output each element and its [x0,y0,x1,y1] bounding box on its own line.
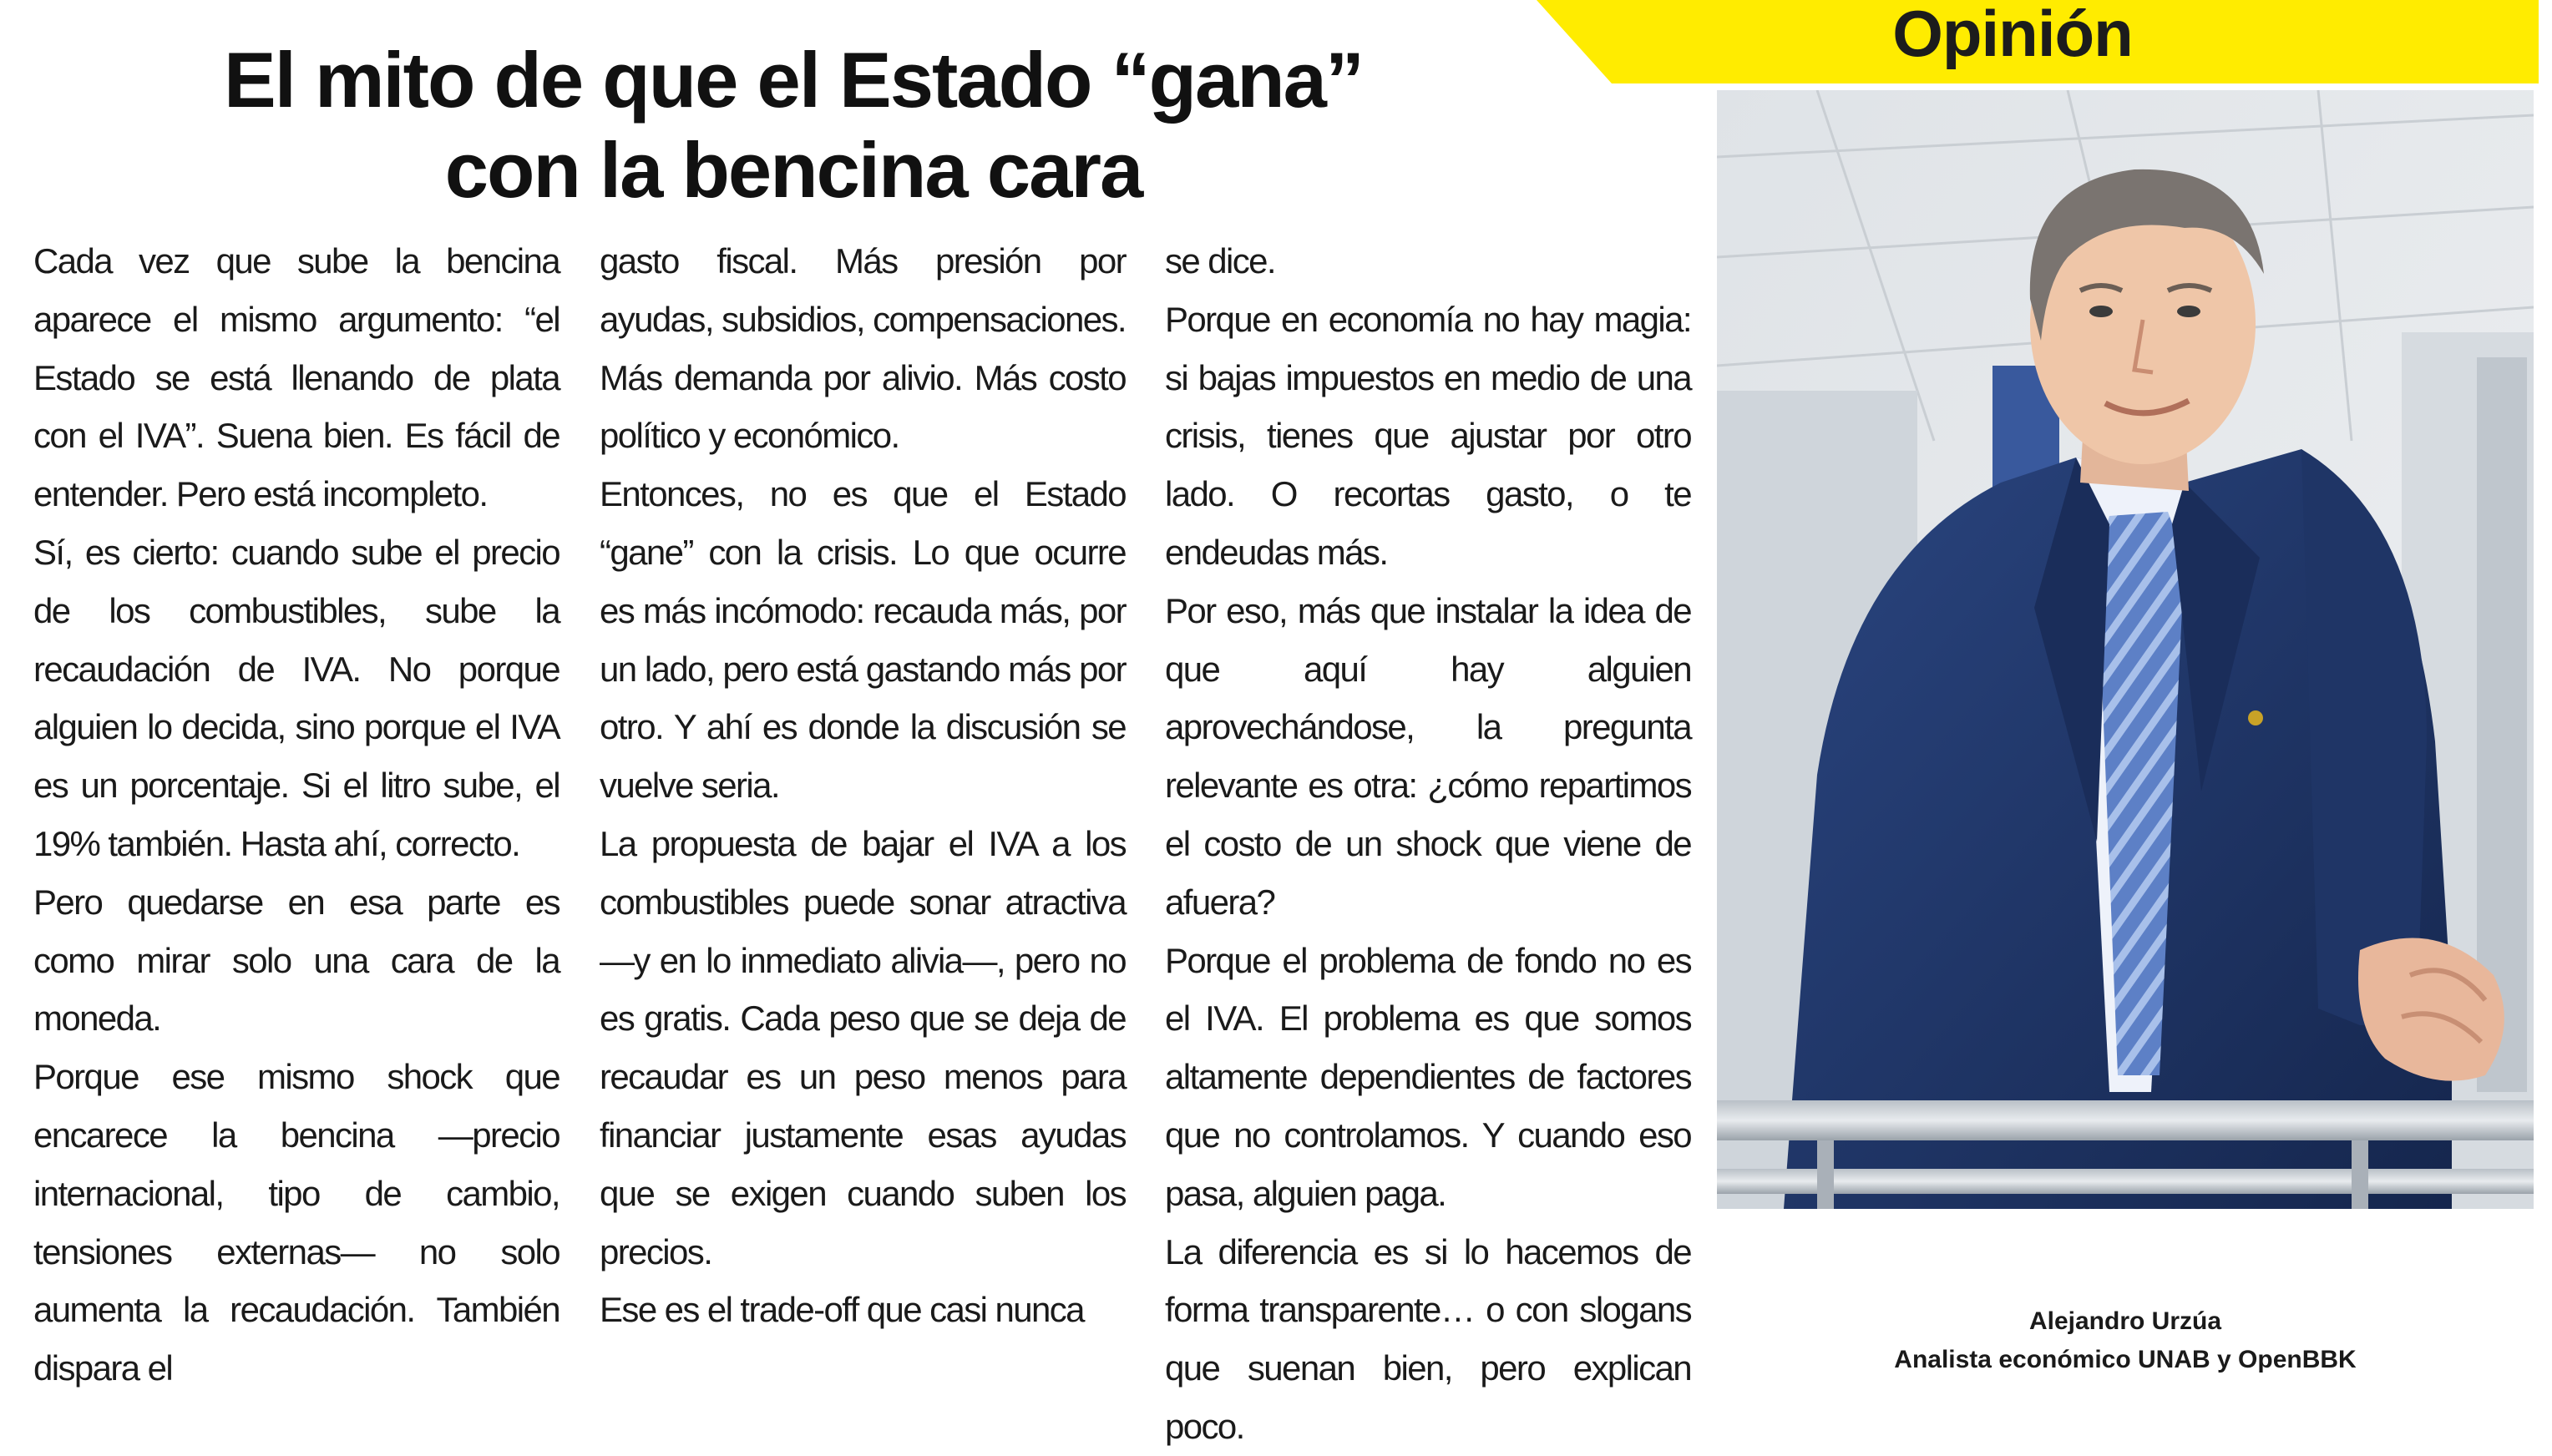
paragraph: Pero quedarse en esa parte es como mirar solo una cara de la moneda. [33,882,560,1039]
paragraph: Cada vez que sube la bencina aparece el mismo argumento: “el Estado se está llenando de plata con el IVA”. Suena bien. Es fácil de entender. Pero está incompleto. [33,241,560,514]
author-role: Analista económico UNAB y OpenBBK [1894,1346,2357,1373]
paragraph: gasto fiscal. Más presión por ayudas, subsidios, compensaciones. Más demanda por alivio. Más costo político y económico. [600,241,1126,456]
paragraph: La propuesta de bajar el IVA a los combustibles puede sonar atractiva —y en lo inmediato alivia—, pero no es gratis. Cada peso que se deja de recaudar es un peso menos para financiar justamente esas ayudas que se exigen cuando suben los precios. [600,823,1126,1271]
paragraph: Porque el problema de fondo no es el IVA. El problema es que somos altamente dependientes de factores que no controlamos. Y cuando eso pasa, alguien paga. [1165,940,1691,1213]
paragraph: se dice. [1165,241,1275,281]
paragraph: Sí, es cierto: cuando sube el precio de los combustibles, sube la recaudación de IVA. No porque alguien lo decida, sino porque el IVA es un porcentaje. Si el litro sube, el 19% también. Hasta ahí, correcto. [33,532,560,863]
paragraph: La diferencia es si lo hacemos de forma transparente… o con slogans que suenan bien, pero explican poco. [1165,1231,1691,1446]
paragraph: Porque en economía no hay magia: si bajas impuestos en medio de una crisis, tienes que ajustar por otro lado. O recortas gasto, o te endeudas más. [1165,299,1691,572]
paragraph: Por eso, más que instalar la idea de que aquí hay alguien aprovechándose, la pregunta relevante es otra: ¿cómo repartimos el costo de un shock que viene de afuera? [1165,590,1691,922]
article-column-2 [600,232,1126,1339]
author-photo [1717,90,2534,1209]
paragraph: Porque ese mismo shock que encarece la bencina —precio internacional, tipo de cambio, tensiones externas— no solo aumenta la recaudación. También dispara el [33,1057,560,1388]
article-column-1 [33,232,560,1398]
headline-line-2: con la bencina cara [444,126,1142,214]
paragraph: Ese es el trade-off que casi nunca [600,1290,1084,1330]
article-column-3 [1165,232,1691,1456]
section-label: Opinión [1892,0,2133,70]
paragraph: Entonces, no es que el Estado “gane” con la crisis. Lo que ocurre es más incómodo: recauda más, por un lado, pero está gastando más por otro. Y ahí es donde la discusión se vuelve seria. [600,474,1126,806]
photo-caption [1717,1302,2534,1379]
headline-line-1: El mito de que el Estado “gana” [224,36,1363,124]
author-name: Alejandro Urzúa [2028,1307,2222,1335]
headline [200,35,1386,215]
